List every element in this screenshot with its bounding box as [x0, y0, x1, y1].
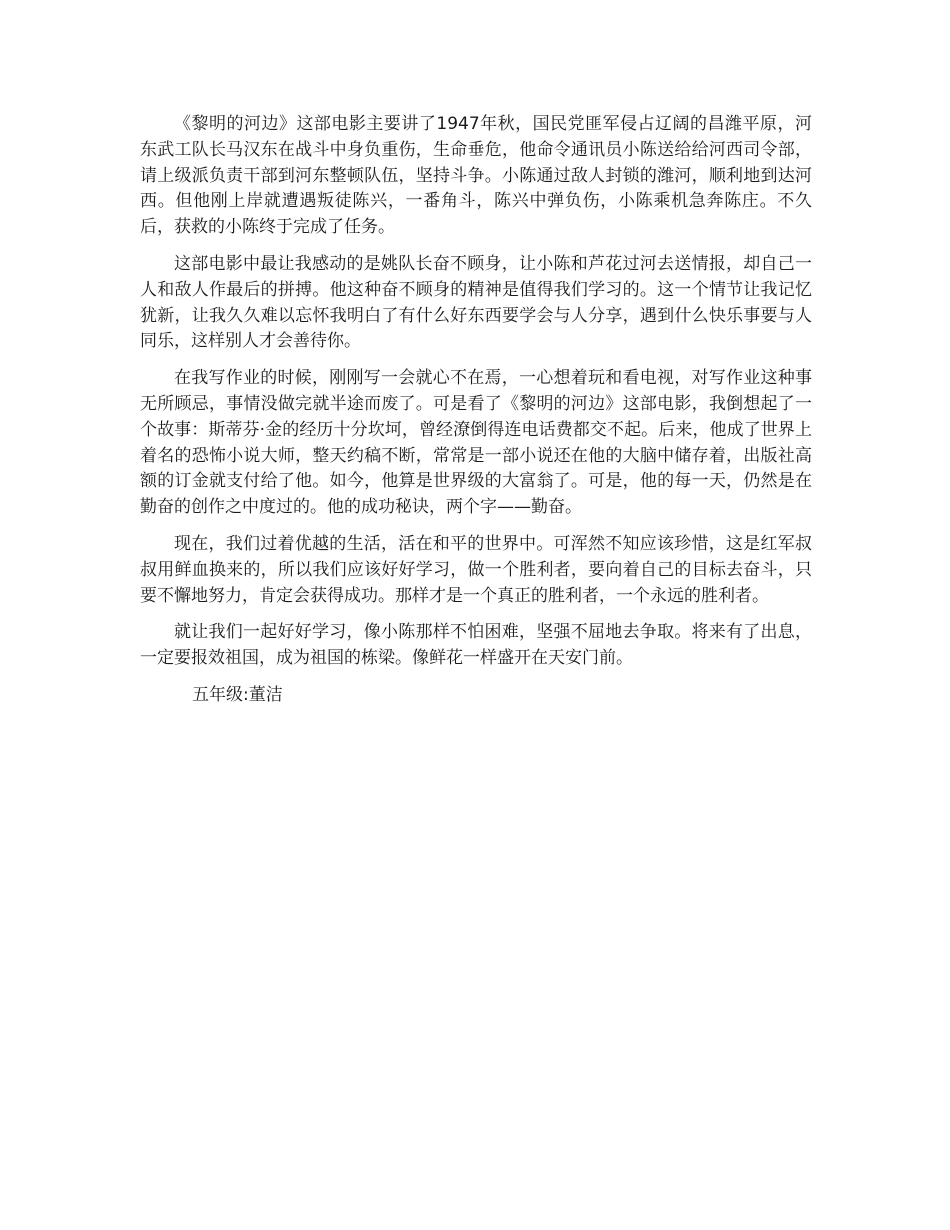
author-signature: 五年级:董洁 [192, 684, 283, 705]
paragraph-cherish-life: 现在，我们过着优越的生活，活在和平的世界中。可浑然不知应该珍惜，这是红军叔叔用鲜血换来的，所以我们应该好好学习，做一个胜利者，要向着自己的目标去奋斗，只要不懈地努力，肯定会获得成功。那样才是一个真正的胜利者，一个永远的胜利者。 [140, 533, 812, 606]
paragraph-conclusion: 就让我们一起好好学习，像小陈那样不怕困难，坚强不屈地去争取。将来有了出息，一定要报效祖国，成为祖国的栋梁。像鲜花一样盛开在天安门前。 [140, 622, 812, 669]
paragraph-most-moving: 这部电影中最让我感动的是姚队长奋不顾身，让小陈和芦花过河去送情报，却自己一人和敌人作最后的拼搏。他这种奋不顾身的精神是值得我们学习的。这一个情节让我记忆犹新，让我久久难以忘怀我明白了有什么好东西要学会与人分享，遇到什么快乐事要与人同乐，这样别人才会善待你。 [140, 253, 812, 352]
paragraph-plot-summary: 《黎明的河边》这部电影主要讲了1947年秋，国民党匪军侵占辽阔的昌潍平原，河东武工队长马汉东在战斗中身负重伤，生命垂危，他命令通讯员小陈送给给河西司令部，请上级派负责干部到河东整顿队伍，坚持斗争。小陈通过敌人封锁的潍河，顺利地到达河西。但他刚上岸就遭遇叛徒陈兴，一番角斗，陈兴中弹负伤，小陈乘机急奔陈庄。不久后，获救的小陈终于完成了任务。 [140, 114, 812, 238]
document-body [140, 112, 812, 709]
paragraph-homework-story: 在我写作业的时候，刚刚写一会就心不在焉，一心想着玩和看电视，对写作业这种事无所顾忌，事情没做完就半途而废了。可是看了《黎明的河边》这部电影，我倒想起了一个故事：斯蒂芬·金的经历十分坎坷，曾经潦倒得连电话费都交不起。后来，他成了世界上着名的恐怖小说大师，整天约稿不断，常常是一部小说还在他的大脑中储存着，出版社高额的订金就支付给了他。如今，他算是世界级的大富翁了。可是，他的每一天，仍然是在勤奋的创作之中度过的。他的成功秘诀，两个字——勤奋。 [140, 368, 812, 518]
